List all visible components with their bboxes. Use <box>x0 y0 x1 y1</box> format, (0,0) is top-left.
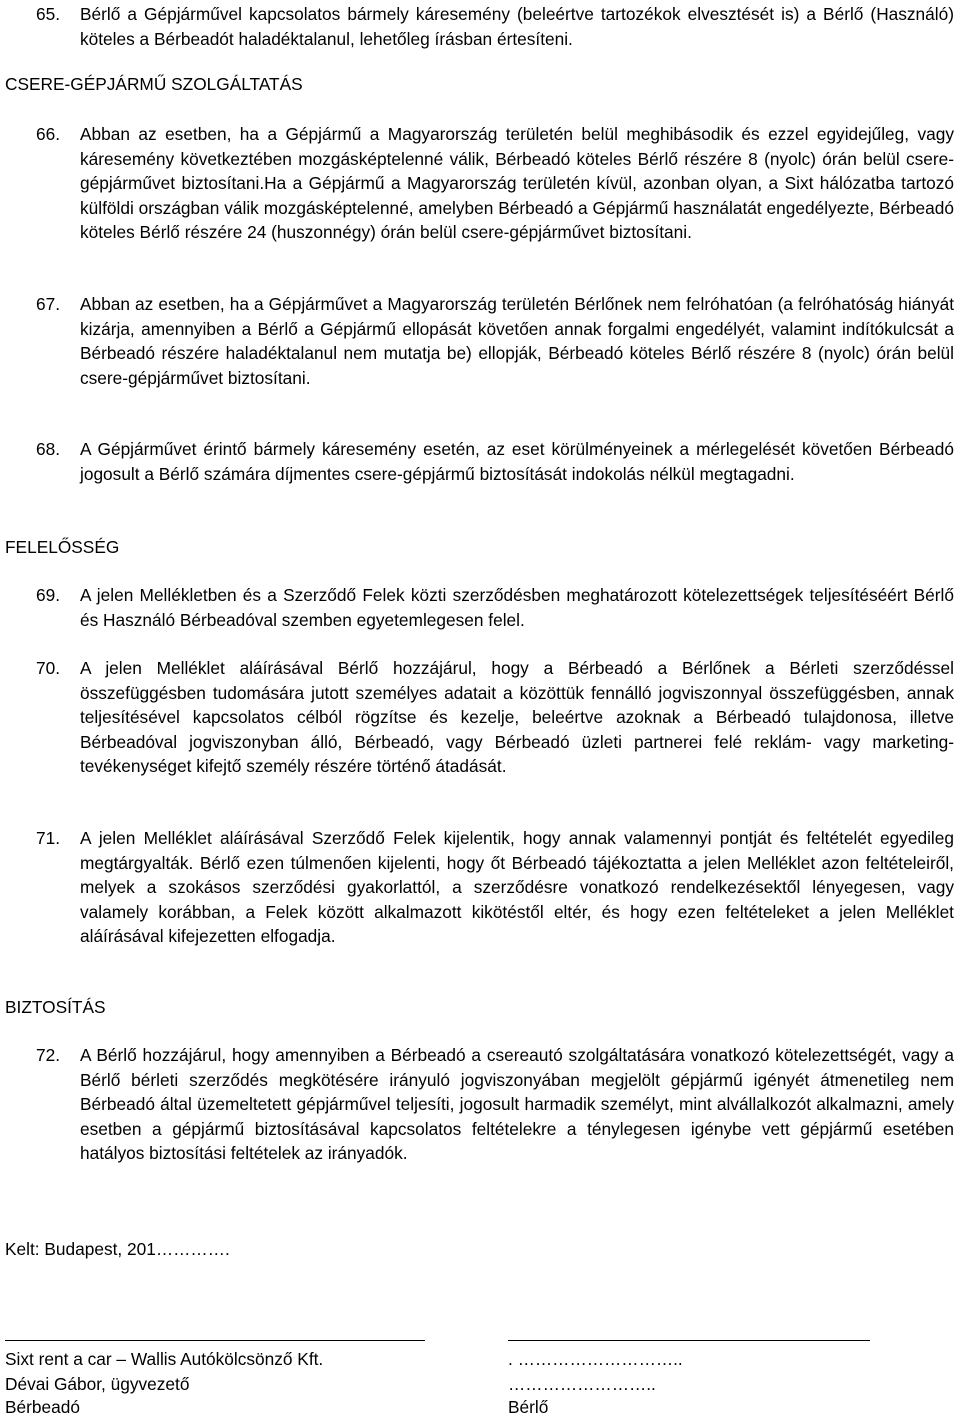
clause-number: 71. <box>36 828 61 848</box>
place-date: Kelt: Budapest, 201…………. <box>5 1239 230 1259</box>
signature-line-right <box>508 1340 870 1341</box>
clause-number: 66. <box>36 124 61 144</box>
clause-number: 69. <box>36 585 61 605</box>
section-heading-csere: CSERE-GÉPJÁRMŰ SZOLGÁLTATÁS <box>5 74 303 94</box>
clause-number: 65. <box>36 4 61 24</box>
lessor-company: Sixt rent a car – Wallis Autókölcsönző Kft. <box>5 1349 324 1369</box>
clause-text: A Gépjárművet érintő bármely káresemény esetén, az eset körülményeinek a mérlegelését követően Bérbeadó jogosult a Bérlő számára díjmentes csere-gépjármű biztosítását indokolás nélkül megtagadni. <box>80 439 954 484</box>
section-heading-biztositas: BIZTOSÍTÁS <box>5 997 106 1017</box>
clause-text: Abban az esetben, ha a Gépjárművet a Magyarország területén Bérlőnek nem felróhatóan (a felróhatóság hiányát kizárja, amennyiben a Bérlő a Gépjármű ellopását követően annak forgalmi engedélyét, valamint indítókulcsát a Bérbeadó részére haladéktalanul nem mutatja be) ellopják, Bérbeadó köteles Bérlő részére 8 (nyolc) órán belül csere-gépjárművet biztosítani. <box>80 294 954 388</box>
clause-number: 70. <box>36 658 61 678</box>
lessor-representative: Dévai Gábor, ügyvezető <box>5 1374 190 1394</box>
clause-text: A jelen Melléklet aláírásával Szerződő Felek kijelentik, hogy annak valamennyi pontját és feltételét egyedileg megtárgyalták. Bérlő ezen túlmenően kijelenti, hogy őt Bérbeadó tájékoztatta a jelen Melléklet azon feltételeiről, melyek a szokásos szerződési gyakorlattól, a szerződésre vonatkozó rendelkezésektől lényegesen, vagy valamely korábban, a Felek között alkalmazott kikötéstől eltér, és hogy ezen feltételeket a jelen Melléklet aláírásával kifejezetten elfogadja. <box>80 828 954 946</box>
lessee-dots-line-2: …………………….. <box>508 1374 656 1394</box>
clause-text: Abban az esetben, ha a Gépjármű a Magyarország területén belül meghibásodik és ezzel egyidejűleg, vagy káresemény következtében mozgásképtelenné válik, Bérbeadó köteles Bérlő részére 8 (nyolc) órán belül csere-gépjárművet biztosítani.Ha a Gépjármű a Magyarország területén kívül, azonban olyan, a Sixt hálózatba tartozó külföldi országban válik mozgásképtelenné, amelyben Bérbeadó a Gépjármű használatát engedélyezte, Bérbeadó köteles Bérlő részére 24 (huszonnégy) órán belül csere-gépjárművet biztosítani. <box>80 124 954 242</box>
clause-text: Bérlő a Gépjárművel kapcsolatos bármely káresemény (beleértve tartozékok elvesztését is) a Bérlő (Használó) köteles a Bérbeadót haladéktalanul, lehetőleg írásban értesíteni. <box>80 4 954 49</box>
lessee-dots-line-1: . ……………………….. <box>508 1349 683 1369</box>
clause-number: 72. <box>36 1045 61 1065</box>
lessor-role: Bérbeadó <box>5 1397 80 1417</box>
signature-line-left <box>5 1340 425 1341</box>
clause-number: 67. <box>36 294 61 314</box>
clause-text: A jelen Melléklet aláírásával Bérlő hozzájárul, hogy a Bérbeadó a Bérlőnek a Bérleti szerződéssel összefüggésben tudomására jutott személyes adatait a közöttük fennálló jogviszonnyal összefüggésben, annak teljesítésével kapcsolatos célból rögzítse és kezelje, beleértve azoknak a Bérbeadó tulajdonosa, illetve Bérbeadóval jogviszonyban álló, Bérbeadó, vagy Bérbeadó üzleti partnerei felé reklám- vagy marketing-tevékenységet kifejtő személy részére történő átadását. <box>80 658 954 776</box>
clause-number: 68. <box>36 439 61 459</box>
lessee-role: Bérlő <box>508 1397 549 1417</box>
clause-text: A Bérlő hozzájárul, hogy amennyiben a Bérbeadó a csereautó szolgáltatására vonatkozó kötelezettségét, vagy a Bérlő bérleti szerződés megkötésére irányuló jogviszonyában megjelölt gépjármű igényét átmenetileg nem Bérbeadó által üzemeltetett gépjárművel teljesíti, jogosult harmadik személyt, mint alvállalkozót alkalmazni, amely esetben a gépjármű biztosításával kapcsolatos feltételekre a ténylegesen igénybe vett gépjármű esetében hatályos biztosítási feltételek az irányadók. <box>80 1045 954 1163</box>
section-heading-felelosseg: FELELŐSSÉG <box>5 537 120 557</box>
clause-text: A jelen Mellékletben és a Szerződő Felek közti szerződésben meghatározott kötelezettségek teljesítéséért Bérlő és Használó Bérbeadóval szemben egyetemlegesen felel. <box>80 585 954 630</box>
